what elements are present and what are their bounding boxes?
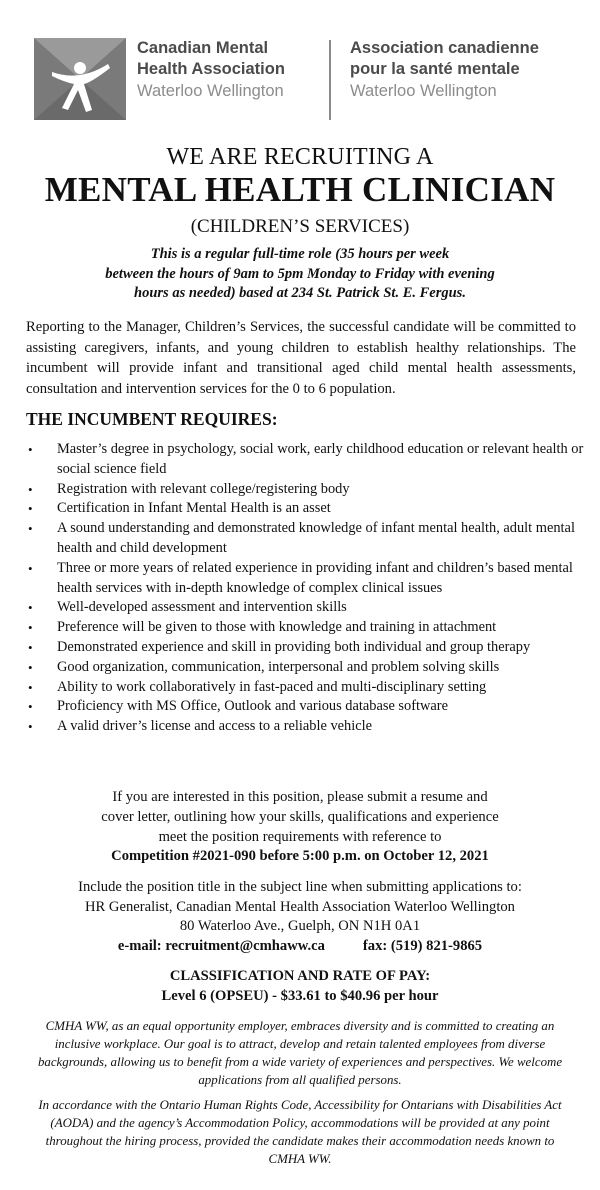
bullet-icon: •	[28, 501, 33, 517]
org-en-region: Waterloo Wellington	[137, 82, 284, 100]
pay-heading: CLASSIFICATION AND RATE OF PAY:	[169, 968, 431, 984]
requirement-text: Good organization, communication, interpersonal and problem solving skills	[57, 658, 500, 675]
requirement-text: Ability to work collaboratively in fast-paced and multi-disciplinary setting	[57, 678, 487, 695]
bullet-icon: •	[28, 679, 33, 695]
requirement-text: Three or more years of related experience in providing infant and children’s based mental health services with in-depth knowledge of complex clinical issues	[57, 559, 573, 596]
submit-line: HR Generalist, Canadian Mental Health Association Waterloo Wellington	[85, 898, 515, 915]
requirement-text: Well-developed assessment and intervention skills	[57, 599, 347, 616]
position-subtitle: (CHILDREN’S SERVICES)	[190, 216, 410, 237]
bullet-icon: •	[28, 620, 33, 636]
requirement-item	[26, 598, 586, 618]
org-name-english	[137, 38, 357, 102]
bullet-icon: •	[28, 699, 33, 715]
email-link[interactable]: e-mail: recruitment@cmhaww.ca	[117, 937, 325, 954]
requirement-text: A valid driver’s license and access to a reliable vehicle	[57, 718, 372, 735]
requirement-item	[26, 678, 586, 698]
requirement-text: Demonstrated experience and skill in providing both individual and group therapy	[57, 638, 531, 655]
mailing-address: 80 Waterloo Ave., Guelph, ON N1H 0A1	[179, 918, 421, 935]
header	[34, 38, 574, 120]
bullet-icon: •	[28, 719, 33, 735]
bullet-icon: •	[28, 639, 33, 655]
requirement-item	[26, 658, 586, 678]
apply-line: meet the position requirements with reference to	[158, 828, 442, 845]
requirements-heading: THE INCUMBENT REQUIRES:	[26, 409, 278, 429]
header-divider	[329, 40, 331, 120]
bullet-icon: •	[28, 560, 33, 576]
requirement-item	[26, 480, 586, 500]
requirement-item	[26, 519, 586, 559]
requirement-item	[26, 717, 586, 737]
recruiting-heading: WE ARE RECRUITING A	[166, 144, 434, 170]
requirement-item	[26, 697, 586, 717]
accessibility-statement: In accordance with the Ontario Human Rights Code, Accessibility for Ontarians with Disabilities Act (AODA) and the agency’s Accommodation Policy, accommodations will be provided at any point throughout the hiring process, provided the candidate makes their accommodation needs known to CMHA WW.	[38, 1098, 562, 1166]
requirement-text: Registration with relevant college/registering body	[57, 480, 350, 497]
org-fr-region: Waterloo Wellington	[350, 82, 497, 100]
apply-line: If you are interested in this position, please submit a resume and	[112, 789, 488, 805]
org-en-line2: Health Association	[137, 60, 285, 78]
role-description: Reporting to the Manager, Children’s Services, the successful candidate will be committed to assisting caregivers, infants, and young children to establish healthy relationships. The incumbent will provide infant and transitional aged child mental health assessments, consultation and intervention services for the 0 to 6 population.	[26, 319, 576, 397]
requirement-item	[26, 440, 586, 480]
bullet-icon: •	[28, 600, 33, 616]
bullet-icon: •	[28, 481, 33, 497]
requirement-text: A sound understanding and demonstrated knowledge of infant mental health, adult mental health and child development	[57, 520, 575, 556]
application-instructions	[40, 788, 560, 867]
fax-number: fax: (519) 821-9865	[362, 937, 483, 954]
requirement-text: Master’s degree in psychology, social work, early childhood education or relevant health or social science field	[57, 441, 584, 477]
role-summary-line: hours as needed) based at 234 St. Patrick St. E. Fergus.	[134, 285, 466, 301]
org-name-french	[350, 38, 580, 102]
position-title: MENTAL HEALTH CLINICIAN	[44, 170, 556, 209]
requirements-list	[26, 440, 586, 737]
pay-rate: Level 6 (OPSEU) - $33.61 to $40.96 per hour	[161, 988, 439, 1004]
requirement-item	[26, 499, 586, 519]
contact-row	[30, 937, 570, 957]
cmha-logo-icon	[34, 38, 126, 120]
role-summary	[60, 245, 540, 304]
requirement-text: Certification in Infant Mental Health is an asset	[57, 500, 331, 517]
bullet-icon: •	[28, 521, 33, 537]
bullet-icon: •	[28, 659, 33, 675]
pay-section	[30, 966, 570, 1006]
requirement-item	[26, 559, 586, 599]
requirement-item	[26, 638, 586, 658]
requirement-text: Proficiency with MS Office, Outlook and various database software	[57, 698, 448, 715]
apply-line: cover letter, outlining how your skills, qualifications and experience	[101, 808, 499, 825]
competition-deadline: Competition #2021-090 before 5:00 p.m. on October 12, 2021	[111, 848, 489, 865]
org-en-line1: Canadian Mental	[137, 39, 269, 57]
submission-details	[30, 878, 570, 956]
equal-opportunity-statement: CMHA WW, as an equal opportunity employer, embraces diversity and is committed to creating an inclusive workplace. Our goal is to attract, develop and retain talented employees from diverse backgrounds, allowing us to benefit from a wide variety of experiences and perspectives. We welcome applications from all qualified persons.	[37, 1019, 563, 1087]
requirement-item	[26, 618, 586, 638]
org-fr-line1: Association canadienne	[350, 39, 539, 57]
requirement-text: Preference will be given to those with knowledge and training in attachment	[57, 619, 497, 636]
submit-line: Include the position title in the subject line when submitting applications to:	[78, 879, 522, 895]
bullet-icon: •	[28, 442, 33, 457]
role-summary-line: This is a regular full-time role (35 hours per week	[150, 246, 450, 262]
org-fr-line2: pour la santé mentale	[350, 60, 520, 78]
role-summary-line: between the hours of 9am to 5pm Monday to Friday with evening	[105, 265, 495, 282]
